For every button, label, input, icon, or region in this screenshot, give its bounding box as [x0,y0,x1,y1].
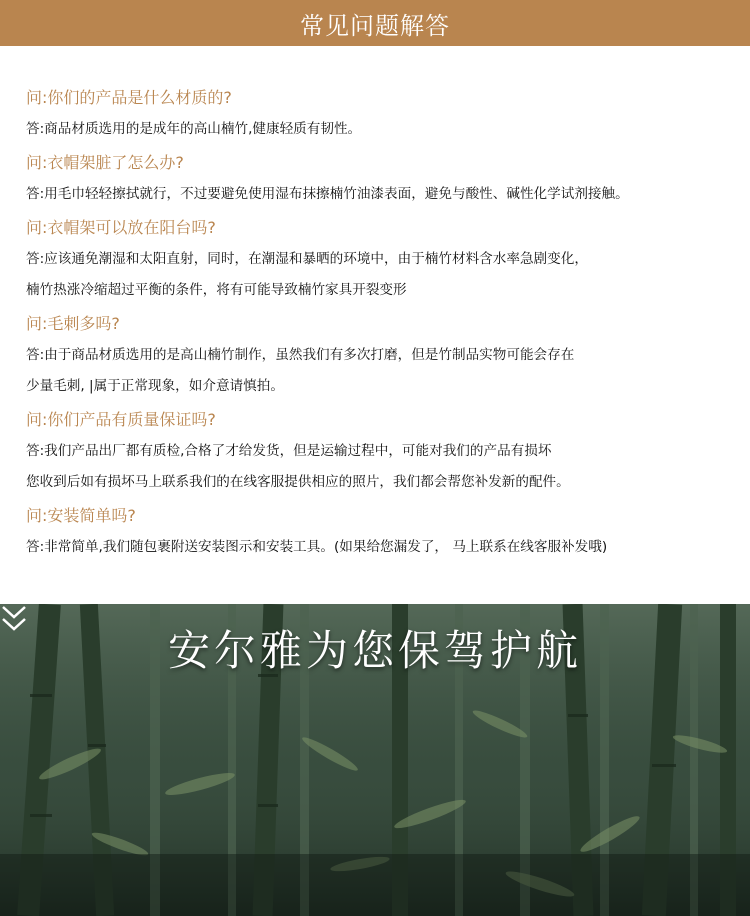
faq-list [26,86,741,558]
faq-question: 问:衣帽架可以放在阳台吗? [26,218,216,237]
faq-header [0,0,750,46]
faq-answer-line: 答:我们产品出厂都有质检,合格了才给发货，但是运输过程中，可能对我们的产品有损坏 [26,443,552,459]
faq-answer-line: 答:非常简单,我们随包裹附送安装图示和安装工具。(如果给您漏发了， 马上联系在线客服补发哦) [26,539,608,555]
faq-answer-line: 答:由于商品材质选用的是高山楠竹制作，虽然我们有多次打磨，但是竹制品实物可能会存在 [26,347,575,363]
faq-question: 问:安装简单吗? [26,506,136,525]
faq-answer-line: 您收到后如有损坏马上联系我们的在线客服提供相应的照片，我们都会帮您补发新的配件。 [26,474,570,490]
faq-answer-line: 答:商品材质选用的是成年的高山楠竹,健康轻质有韧性。 [26,121,362,137]
faq-answer-line: 楠竹热涨冷缩超过平衡的条件，将有可能导致楠竹家具开裂变形 [26,282,407,298]
faq-question: 问:你们产品有质量保证吗? [26,410,216,429]
faq-question: 问:你们的产品是什么材质的? [26,88,232,107]
banner-title: 安尔雅为您保驾护航 [167,626,582,675]
faq-answer-line: 答:用毛巾轻轻擦拭就行，不过要避免使用湿布抹擦楠竹油漆表面，避免与酸性、碱性化学试剂接触。 [26,186,629,202]
bamboo-banner [0,604,750,916]
faq-header-title: 常见问题解答 [300,11,450,40]
faq-question: 问:毛刺多吗? [26,314,120,333]
faq-question: 问:衣帽架脏了怎么办? [26,153,184,172]
faq-answer-line: 少量毛刺, |属于正常现象，如介意请慎拍。 [26,378,284,394]
double-chevron-down-icon [0,604,28,634]
faq-answer-line: 答:应该通免潮湿和太阳直射，同时，在潮湿和暴晒的环境中，由于楠竹材料含水率急剧变化， [26,251,588,267]
